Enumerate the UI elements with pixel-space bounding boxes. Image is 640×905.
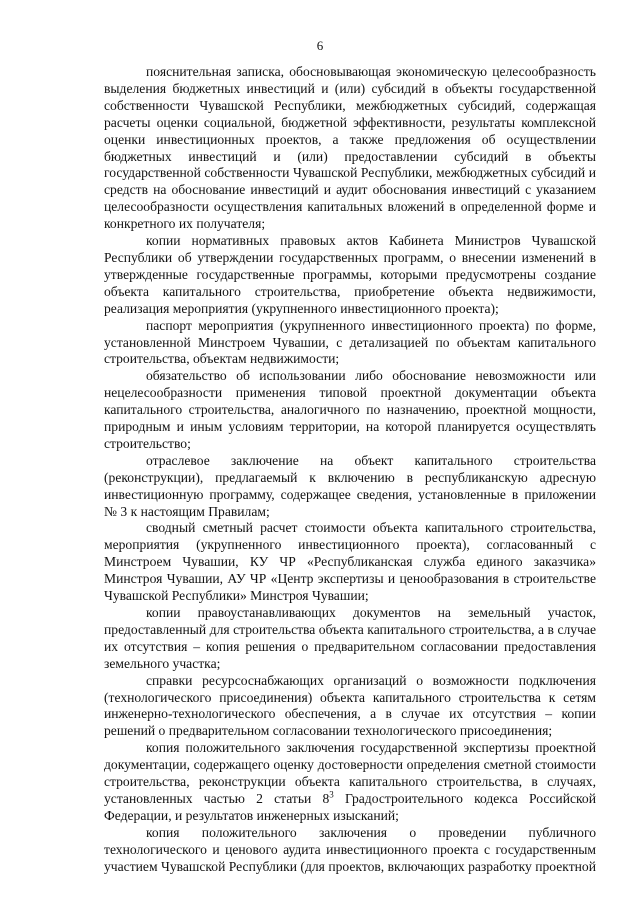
- paragraph-state-expertise-before: копия положительного заключения государственной экспертизы проектной документации, содержащего оценку достоверности определения сметной стоимости строительства, реконструкции объекта капитального строительства, в случаях, установленных частью 2 статьи 8: [104, 740, 596, 806]
- page-number: 6: [316, 38, 324, 53]
- paragraph-land-documents: копии правоустанавливающих документов на земельный участок, предоставленный для строительства объекта капитального строительства, а в случае их отсутствия – копия решения о предварительном согласовании предоставления земельного участка;: [104, 605, 596, 671]
- paragraph-industry-conclusion: отраслевое заключение на объект капитального строительства (реконструкции), предлагаемый к включению в республиканскую адресную инвестиционную программу, содержащее сведения, установленные в приложении № 3 к настоящим Правилам;: [104, 452, 596, 519]
- article-superscript: 3: [329, 789, 334, 800]
- paragraph-public-audit: копия положительного заключения о проведении публичного технологического и ценового аудита инвестиционного проекта с государственным участием Чувашской Республики (для проектов, включающих разработку проектной: [104, 824, 596, 874]
- document-body: [104, 64, 596, 876]
- paragraph-activity-passport: паспорт мероприятия (укрупненного инвестиционного проекта) по форме, установленной Минстроем Чувашии, с детализацией по объектам капитального строительства, объектам недвижимости;: [104, 317, 596, 367]
- paragraph-typical-design-obligation: обязательство об использовании либо обоснование невозможности или нецелесообразности применения типовой проектной документации объекта капитального строительства, аналогичного по назначению, проектной мощности, природным и иным условиям территории, на которой планируется осуществлять строительство;: [104, 368, 596, 451]
- paragraph-legal-acts-copies: копии нормативных правовых актов Кабинета Министров Чувашской Республики об утверждении государственных программ, о внесении изменений в утвержденные государственные программы, которыми предусмотрены создание объекта капитального строительства, приобретение объекта недвижимости, реализация мероприятия (укрупненного инвестиционного проекта);: [104, 233, 596, 316]
- paragraph-summary-estimate: сводный сметный расчет стоимости объекта капитального строительства, мероприятия (укрупненного инвестиционного проекта), согласованный с Минстроем Чувашии, КУ ЧР «Республиканская служба единого заказчика» Минстроя Чувашии, АУ ЧР «Центр экспертизы и ценообразования в строительстве Чувашской Республики» Минстроя Чувашии;: [104, 520, 596, 604]
- paragraph-explanatory-note: пояснительная записка, обосновывающая экономическую целесообразность выделения бюджетных инвестиций и (или) субсидий в объекты государственной собственности Чувашской Республики, межбюджетных субсидий, содержащая расчеты оценки социальной, бюджетной эффективности, результаты комплексной оценки инвестиционных проектов, а также предложения об осуществлении бюджетных инвестиций и (или) предоставлении субсидий в объекты государственной собственности Чувашской Республики, межбюджетных субсидий и средств на обоснование инвестиций и аудит обоснования инвестиций с указанием целесообразности осуществления капитальных вложений в определенной форме и конкретного их получателя;: [104, 64, 596, 232]
- paragraph-utility-certificates: справки ресурсоснабжающих организаций о возможности подключения (технологического присоединения) объекта капитального строительства к сетям инженерно-технологического обеспечения, а в случае их отсутствия – копии решений о предварительном согласовании технологического присоединения;: [104, 672, 596, 739]
- paragraph-state-expertise: [104, 740, 596, 825]
- paragraph-state-expertise-after: Градостроительного кодекса Российской Федерации, и результатов инженерных изысканий;: [104, 790, 596, 823]
